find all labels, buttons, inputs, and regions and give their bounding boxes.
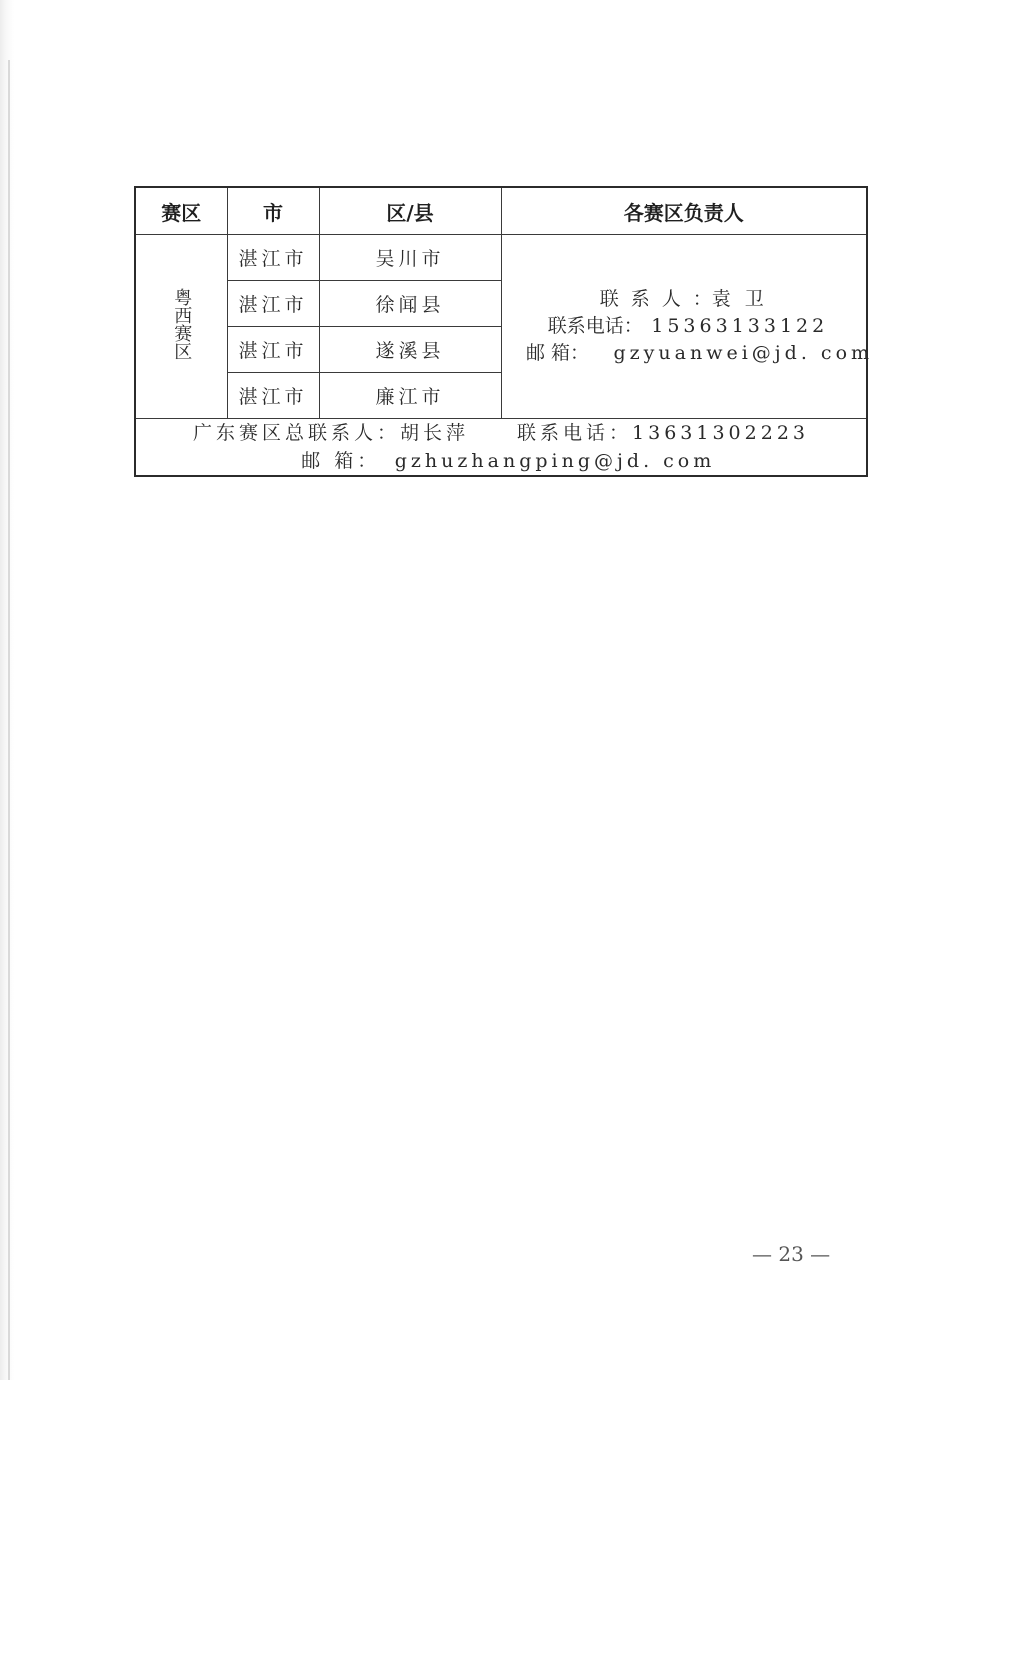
contact-person-label: 联系人： (599, 288, 724, 310)
zone-cell (135, 235, 227, 419)
contact-person-name: 袁 卫 (711, 288, 768, 310)
city-cell: 湛江市 (227, 281, 319, 327)
general-email: gzhuzhangping@jd. com (394, 450, 716, 472)
table-row (135, 235, 867, 281)
contact-email: gzyuanwei@jd. com (613, 342, 874, 364)
general-contact-label: 广东赛区总联系人： (192, 422, 400, 444)
general-phone: 13631302223 (632, 422, 810, 444)
general-phone-label: 联系电话： (517, 422, 633, 444)
table-header-row (135, 187, 867, 235)
header-city: 市 (227, 187, 319, 235)
header-zone: 赛区 (135, 187, 227, 235)
general-email-line (136, 447, 866, 475)
contact-person-line (502, 286, 867, 313)
contact-cell (501, 235, 874, 419)
city-cell: 湛江市 (227, 327, 319, 373)
contact-email-line (502, 340, 874, 367)
region-contact-table (134, 186, 874, 477)
district-cell: 徐闻县 (319, 281, 501, 327)
header-contact: 各赛区负责人 (501, 187, 867, 235)
city-cell: 湛江市 (227, 373, 319, 419)
footer-cell (135, 419, 867, 477)
district-cell: 遂溪县 (319, 327, 501, 373)
contact-email-label: 邮 箱： (525, 342, 590, 364)
zone-name: 粤西赛区 (171, 288, 193, 360)
header-district: 区/县 (319, 187, 501, 235)
city-cell: 湛江市 (227, 235, 319, 281)
general-email-label: 邮 箱： (301, 450, 381, 472)
table-footer-row (135, 419, 867, 477)
district-cell: 廉江市 (319, 373, 501, 419)
page-number: — 23 — (752, 1242, 831, 1266)
contact-phone-label: 联系电话： (547, 315, 643, 337)
scan-edge-line (8, 60, 10, 1380)
general-contact-line (136, 419, 866, 447)
district-cell: 吴川市 (319, 235, 501, 281)
contact-phone: 15363133122 (651, 315, 829, 337)
scan-edge (0, 0, 14, 1380)
contact-phone-line (502, 313, 867, 340)
general-contact-name: 胡长萍 (400, 422, 470, 444)
